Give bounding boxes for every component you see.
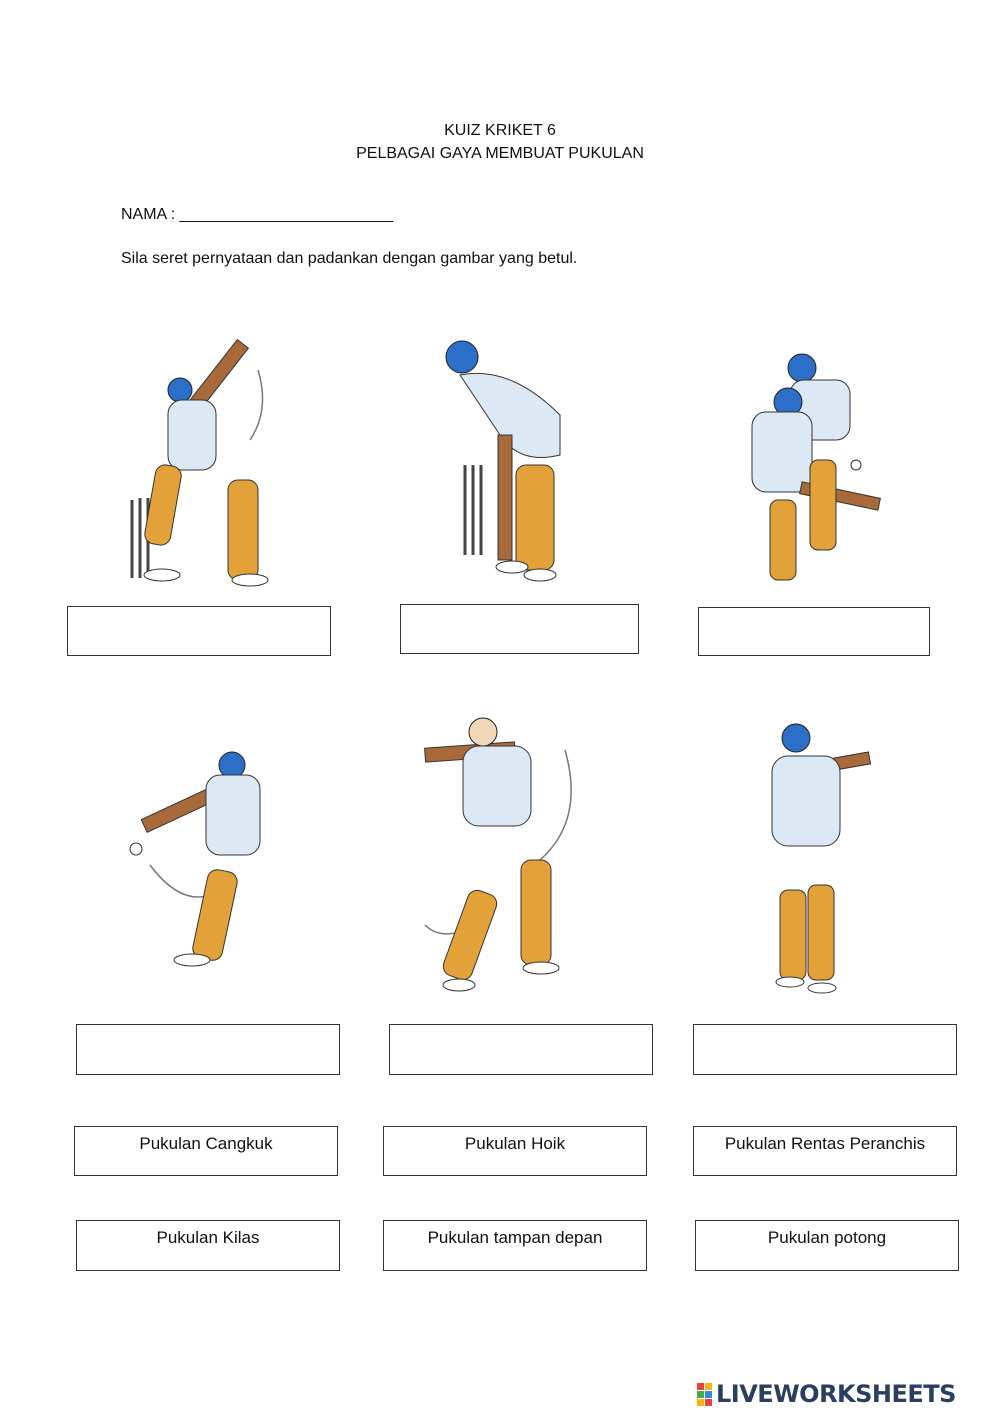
answer-drop-zone[interactable] <box>698 607 930 656</box>
answer-drop-zone[interactable] <box>400 604 639 654</box>
answer-drop-zone[interactable] <box>76 1024 340 1075</box>
draggable-option[interactable]: Pukulan Rentas Peranchis <box>693 1126 957 1176</box>
instruction-text: Sila seret pernyataan dan padankan dengan gambar yang betul. <box>121 250 578 267</box>
cricket-batsman-block-icon <box>440 335 580 590</box>
cricket-batsman-pull-icon <box>110 330 290 595</box>
cricket-batsman-hook-icon <box>415 710 585 1000</box>
cricket-batsman-drive-icon <box>760 720 880 1000</box>
worksheet-title: KUIZ KRIKET 6 <box>444 122 556 139</box>
cricket-batsman-sweep-icon <box>740 350 890 585</box>
draggable-option[interactable]: Pukulan potong <box>695 1220 959 1271</box>
answer-drop-zone[interactable] <box>693 1024 957 1075</box>
logo-text: LIVEWORKSHEETS <box>716 1380 956 1408</box>
worksheet-subtitle: PELBAGAI GAYA MEMBUAT PUKULAN <box>356 145 644 162</box>
draggable-option[interactable]: Pukulan Cangkuk <box>74 1126 338 1176</box>
name-field-label: NAMA : ________________________ <box>121 206 394 223</box>
cricket-batsman-cut-icon <box>120 745 270 975</box>
draggable-option[interactable]: Pukulan tampan depan <box>383 1220 647 1271</box>
answer-drop-zone[interactable] <box>389 1024 653 1075</box>
logo-squares-icon <box>697 1383 712 1406</box>
answer-drop-zone[interactable] <box>67 606 331 656</box>
draggable-option[interactable]: Pukulan Hoik <box>383 1126 647 1176</box>
liveworksheets-logo <box>697 1378 997 1410</box>
draggable-option[interactable]: Pukulan Kilas <box>76 1220 340 1271</box>
